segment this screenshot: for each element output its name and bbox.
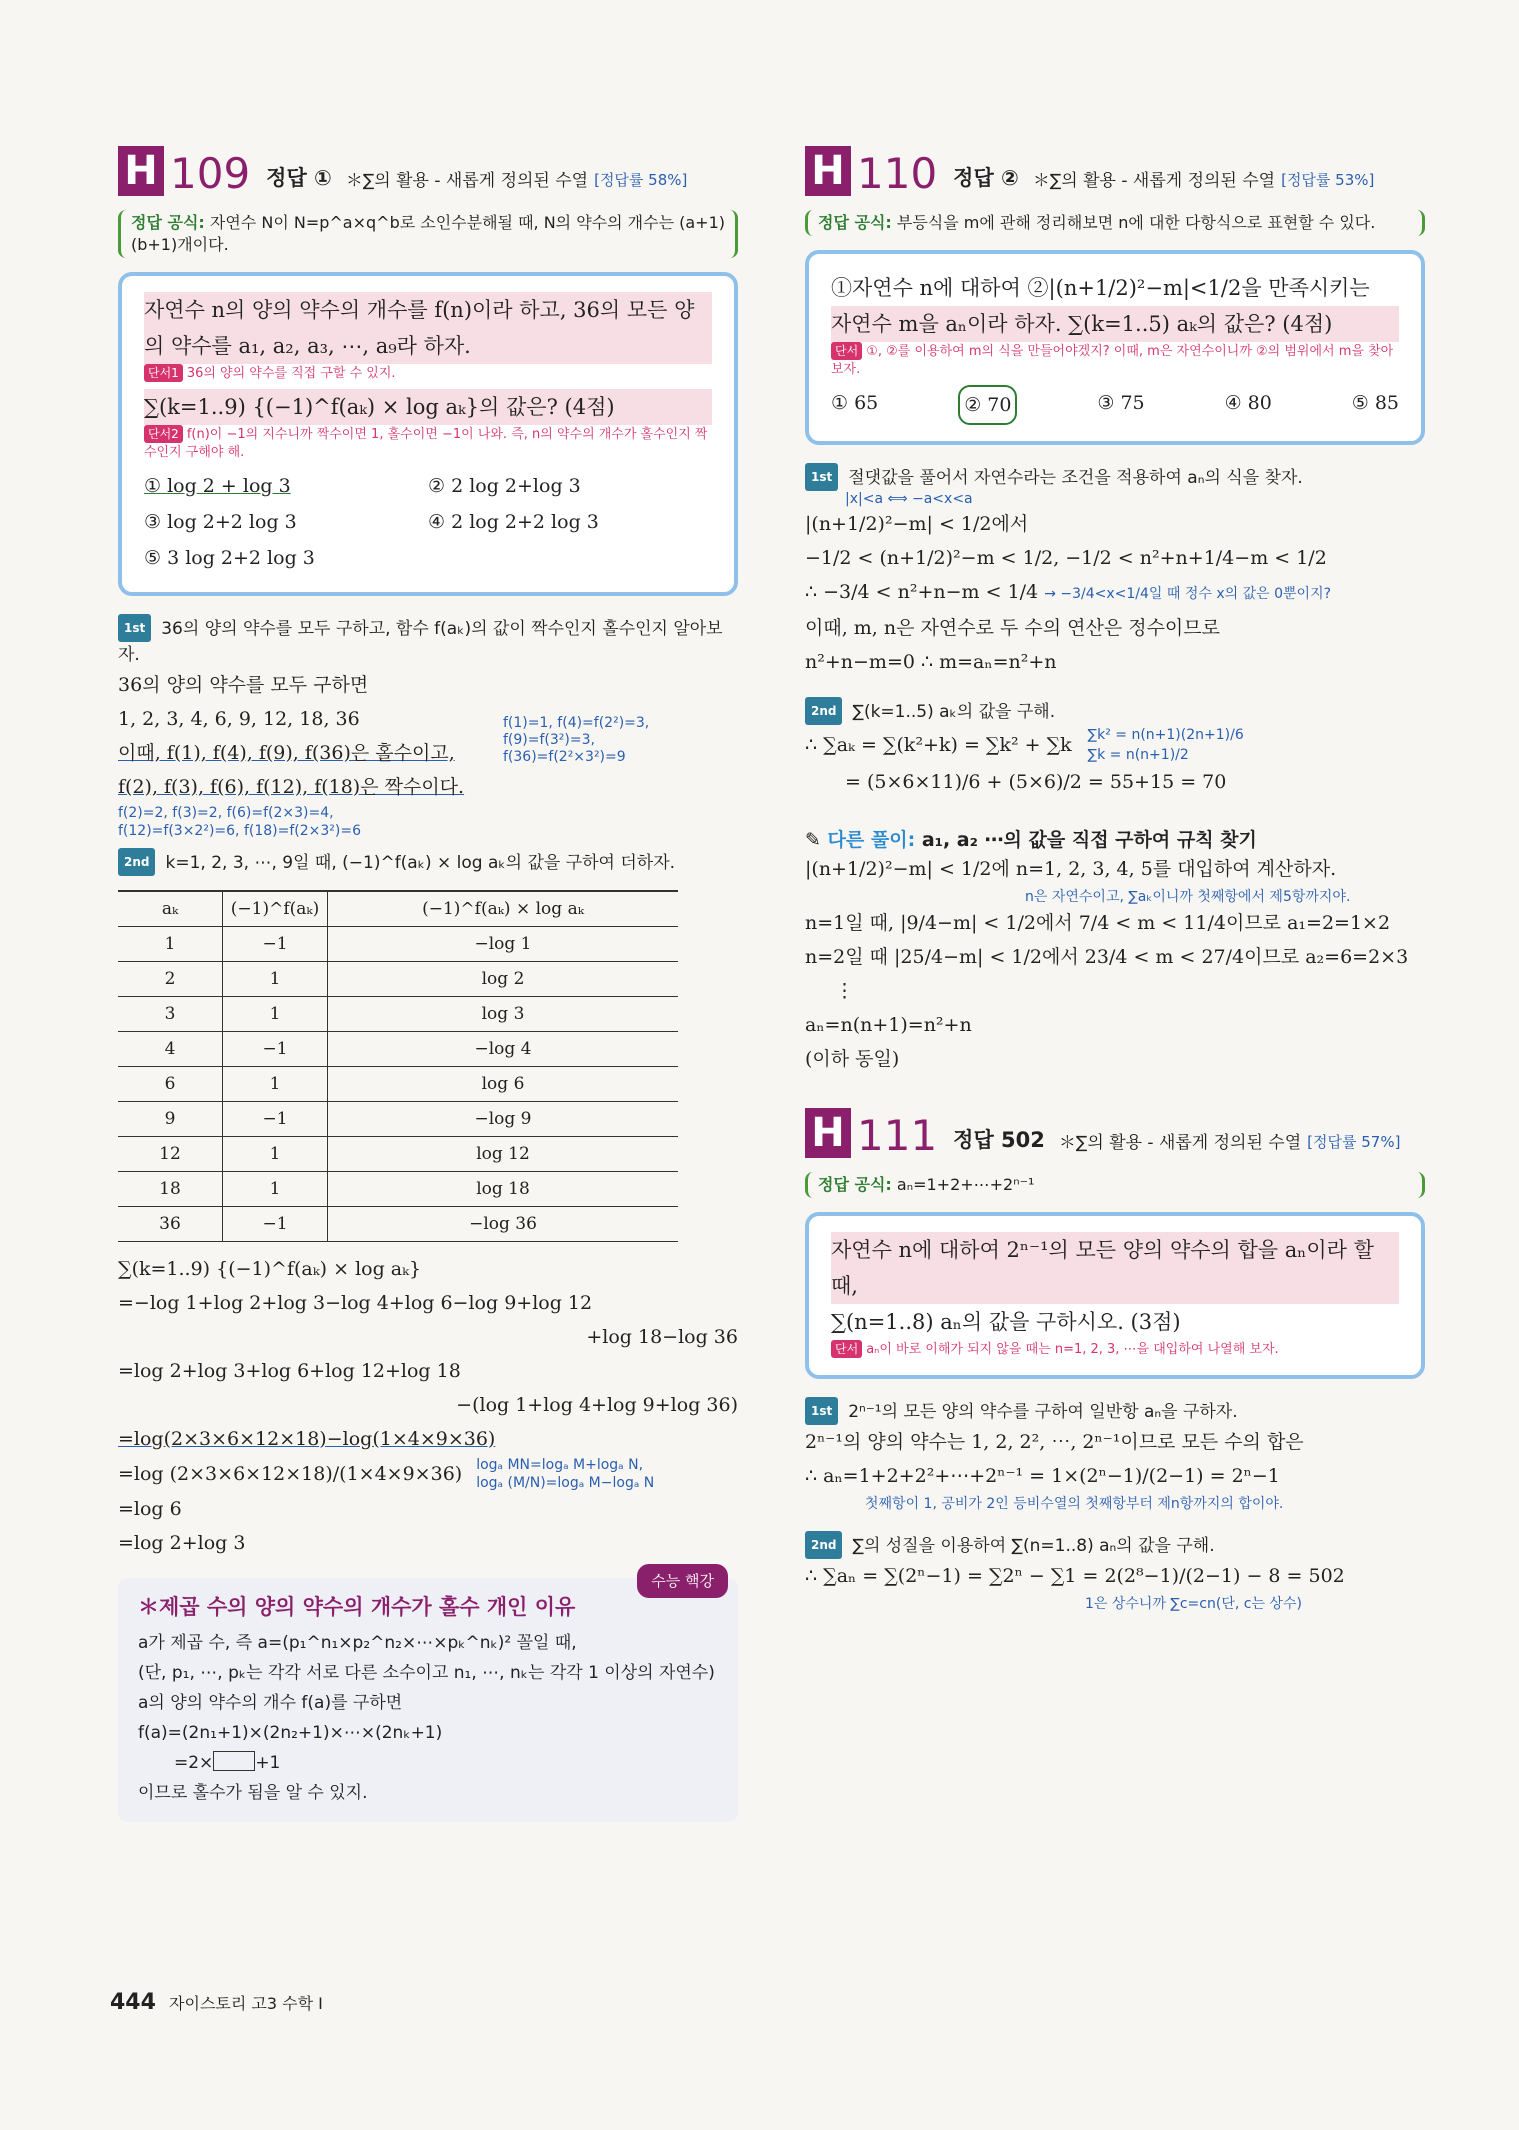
problem-header (805, 140, 1425, 196)
step-2: 2nd k=1, 2, 3, ⋯, 9일 때, (−1)^f(aₖ) × log aₖ의 값을 구하여 더하자. (118, 848, 738, 876)
tip-line: a의 양의 약수의 개수 f(a)를 구하면 (138, 1693, 403, 1713)
hint: 단서 aₙ이 바로 이해가 되지 않을 때는 n=1, 2, 3, ⋯을 대입하여 나열해 보자. (831, 1340, 1399, 1359)
choice-2: ② 70 (958, 385, 1017, 425)
topic: ＊∑의 활용 - 새롭게 정의된 수열 (345, 171, 589, 191)
choice-4: ④ 2 log 2+2 log 3 (428, 511, 599, 533)
tip-line: f(a)=(2n₁+1)×(2n₂+1)×⋯×(2nₖ+1) (138, 1723, 443, 1743)
calc-line: =log 6 (118, 1498, 182, 1520)
choice-5: ⑤ 3 log 2+2 log 3 (144, 547, 315, 569)
problem-header (118, 140, 738, 196)
alt-line: |(n+1/2)²−m| < 1/2에 n=1, 2, 3, 4, 5를 대입하여 계산하자. (805, 858, 1337, 880)
tip-line: a가 제곱 수, 즉 a=(p₁^n₁×p₂^n₂×⋯×pₖ^nₖ)² 꼴일 때, (138, 1633, 577, 1653)
topic: ＊∑의 활용 - 새롭게 정의된 수열 (1058, 1133, 1302, 1153)
solution-line: 36의 양의 약수를 모두 구하면 (118, 674, 369, 696)
table-row: 6 1 log 6 (118, 1067, 678, 1102)
step-1: 1st 36의 양의 약수를 모두 구하고, 함수 f(aₖ)의 값이 짝수인지 홀수인지 알아보자. (118, 614, 738, 668)
solution-line: ∴ −3/4 < n²+n−m < 1/4 → −3/4<x<1/4일 때 정수 x의 값은 0뿐이지? (805, 581, 1332, 603)
answer-formula: 정답 공식: 부등식을 m에 관해 정리해보면 n에 대한 다항식으로 표현할 수 있다. (805, 210, 1425, 236)
alt-icon: ✎ (805, 829, 828, 851)
hint: 단서 ①, ②를 이용하여 m의 식을 만들어야겠지? 이때, m은 자연수이니까 ②의 범위에서 m을 찾아보자. (831, 344, 1394, 377)
tip-box (118, 1572, 738, 1822)
table-row: 1 −1 −log 1 (118, 927, 678, 962)
question-text-2: ∑(k=1..9) {(−1)^f(aₖ) × log aₖ}의 값은? (4점) (144, 389, 712, 425)
choice-2: ② 2 log 2+log 3 (428, 475, 581, 497)
question-box (805, 250, 1425, 445)
value-table (118, 890, 678, 1242)
tip-line: (단, p₁, ⋯, pₖ는 각각 서로 다른 소수이고 n₁, ⋯, nₖ는 각각 1 이상의 자연수) (138, 1663, 715, 1683)
table-row: 12 1 log 12 (118, 1137, 678, 1172)
problem-111 (805, 1102, 1425, 1613)
question-text-2: 자연수 m을 aₙ이라 하자. ∑(k=1..5) aₖ의 값은? (4점) (831, 306, 1399, 342)
calc-line: =log 2+log 3 (118, 1532, 246, 1554)
table-header: (−1)^f(aₖ) × log aₖ (328, 891, 679, 927)
tip-line: =2× +1 (174, 1753, 281, 1773)
solution-line: ∴ ∑aₙ = ∑(2ⁿ−1) = ∑2ⁿ − ∑1 = 2(2⁸−1)/(2−1) − 8 = 502 (805, 1565, 1345, 1587)
step-1: 1st 2ⁿ⁻¹의 모든 양의 약수를 구하여 일반항 aₙ을 구하자. (805, 1397, 1425, 1425)
answer-label: 정답 ① (266, 166, 332, 190)
solution-line: 2ⁿ⁻¹의 양의 약수는 1, 2, 2², ⋯, 2ⁿ⁻¹이므로 모든 수의 합은 (805, 1431, 1304, 1453)
sum-row (805, 725, 1425, 765)
topic: ＊∑의 활용 - 새롭게 정의된 수열 (1032, 171, 1276, 191)
log-rule-note: logₐ MN=logₐ M+logₐ N, logₐ (M/N)=logₐ M−logₐ N (476, 1457, 655, 1491)
tip-line: 이므로 홀수가 됨을 알 수 있지. (138, 1783, 368, 1803)
tip-badge: 수능 핵강 (637, 1564, 728, 1598)
choice-5: ⑤ 85 (1351, 392, 1399, 414)
table-row: 9 −1 −log 9 (118, 1102, 678, 1137)
choice-3: ③ log 2+2 log 3 (144, 511, 297, 533)
question-text-2: ∑(n=1..8) aₙ의 값을 구하시오. (3점) (831, 1310, 1181, 1334)
solution-line: −1/2 < (n+1/2)²−m < 1/2, −1/2 < n²+n+1/4−m < 1/2 (805, 547, 1327, 569)
table-row: 2 1 log 2 (118, 962, 678, 997)
choice-1: ① log 2 + log 3 (144, 475, 291, 497)
alt-line: n=2일 때 |25/4−m| < 1/2에서 23/4 < m < 27/4이므로 a₂=6=2×3 (805, 946, 1409, 968)
alt-solution-title: ✎ 다른 풀이: a₁, a₂ ⋯의 값을 직접 구하여 규칙 찾기 (805, 829, 1257, 851)
choice-1: ① 65 (831, 392, 879, 414)
solution-line: ∴ ∑aₖ = ∑(k²+k) = ∑k² + ∑k (805, 734, 1072, 756)
calc-line: =log (2×3×6×12×18)/(1×4×9×36) (118, 1463, 463, 1485)
calc-line: ∑(k=1..9) {(−1)^f(aₖ) × log aₖ} (118, 1258, 422, 1280)
problem-number: 110 (857, 149, 938, 198)
answer-label: 정답 502 (953, 1128, 1045, 1152)
solution-line: 1, 2, 3, 4, 6, 9, 12, 18, 36 (118, 708, 360, 730)
alt-line: n=1일 때, |9/4−m| < 1/2에서 7/4 < m < 11/4이므로 a₁=2=1×2 (805, 912, 1391, 934)
step-1: 1st 절댓값을 풀어서 자연수라는 조건을 적용하여 aₙ의 식을 찾자. (805, 463, 1425, 491)
sum-formula-note: ∑k² = n(n+1)(2n+1)/6 ∑k = n(n+1)/2 (1087, 727, 1244, 763)
calc-line: =−log 1+log 2+log 3−log 4+log 6−log 9+log 12 (118, 1292, 593, 1314)
solution-line: 이때, m, n은 자연수로 두 수의 연산은 정수이므로 (805, 617, 1220, 639)
table-header: aₖ (118, 891, 223, 927)
problem-number: 109 (170, 149, 251, 198)
solution-line: 이때, f(1), f(4), f(9), f(36)은 홀수이고, (118, 742, 455, 764)
calc-line: +log 18−log 36 (586, 1326, 738, 1348)
page-number: 444 (110, 1990, 156, 2015)
problem-letter: H (805, 1108, 851, 1158)
table-row: 4 −1 −log 4 (118, 1032, 678, 1067)
page-footer (110, 1990, 323, 2015)
problem-110 (805, 140, 1425, 1613)
blank-box (213, 1751, 255, 1771)
question-box (118, 272, 738, 596)
hint-1: 단서1 36의 양의 약수를 직접 구할 수 있지. (144, 364, 712, 383)
problem-header (805, 1102, 1425, 1158)
question-text: ①자연수 n에 대하여 ②|(n+1/2)²−m|<1/2을 만족시키는 (831, 276, 1370, 300)
correct-rate: [정답률 57%] (1307, 1133, 1401, 1151)
solution-line: f(2), f(3), f(6), f(12), f(18)은 짝수이다. (118, 776, 465, 798)
question-text: 자연수 n에 대하여 2ⁿ⁻¹의 모든 양의 약수의 합을 aₙ이라 할 때, (831, 1232, 1399, 1304)
answer-label: 정답 ② (953, 166, 1019, 190)
correct-rate: [정답률 53%] (1281, 171, 1375, 189)
table-row: 18 1 log 18 (118, 1172, 678, 1207)
abs-note: |x|<a ⟺ −a<x<a (845, 491, 973, 507)
correct-rate: [정답률 58%] (594, 171, 688, 189)
side-note-2: f(2)=2, f(3)=2, f(6)=f(2×3)=4, f(12)=f(3×2²)=6, f(18)=f(2×3²)=6 (118, 805, 361, 839)
problem-letter: H (118, 146, 164, 196)
alt-line: aₙ=n(n+1)=n²+n (805, 1014, 972, 1036)
problem-109 (118, 140, 738, 1822)
problem-letter: H (805, 146, 851, 196)
table-row: 3 1 log 3 (118, 997, 678, 1032)
choice-4: ④ 80 (1224, 392, 1272, 414)
answer-formula: 정답 공식: aₙ=1+2+⋯+2ⁿ⁻¹ (805, 1172, 1425, 1198)
constant-note: 1은 상수니까 ∑c=cn(단, c는 상수) (1085, 1596, 1302, 1612)
calc-line: −(log 1+log 4+log 9+log 36) (456, 1394, 738, 1416)
calc-line: =log 2+log 3+log 6+log 12+log 18 (118, 1360, 461, 1382)
side-note: f(1)=1, f(4)=f(2²)=3, f(9)=f(3²)=3, f(36)=f(2²×3²)=9 (503, 715, 650, 765)
choice-3: ③ 75 (1097, 392, 1145, 414)
tip-title: ＊제곱 수의 양의 약수의 개수가 홀수 개인 이유 (138, 1595, 576, 1619)
question-box (805, 1212, 1425, 1379)
hint-2: 단서2 f(n)이 −1의 지수니까 짝수이면 1, 홀수이면 −1이 나와. 즉, n의 약수의 개수가 홀수인지 짝수인지 구해야 해. (144, 427, 708, 460)
step-2: 2nd ∑(k=1..5) aₖ의 값을 구해. (805, 697, 1425, 725)
book-title: 자이스토리 고3 수학 Ⅰ (169, 1994, 323, 2013)
alt-line: ⋮ (835, 980, 854, 1002)
solution-line: = (5×6×11)/6 + (5×6)/2 = 55+15 = 70 (845, 771, 1227, 793)
alt-note: n은 자연수이고, ∑aₖ이니까 첫째항에서 제5항까지야. (1025, 889, 1351, 905)
answer-formula: 정답 공식: 자연수 N이 N=p^a×q^b로 소인수분해될 때, N의 약수의 개수는 (a+1)(b+1)개이다. (118, 210, 738, 258)
solution-line: ∴ aₙ=1+2+2²+⋯+2ⁿ⁻¹ = 1×(2ⁿ−1)/(2−1) = 2ⁿ−1 (805, 1465, 1280, 1487)
table-header: (−1)^f(aₖ) (223, 891, 328, 927)
choices (831, 385, 1399, 425)
solution-line: |(n+1/2)²−m| < 1/2에서 (805, 513, 1029, 535)
solution-line: n²+n−m=0 ∴ m=aₙ=n²+n (805, 651, 1057, 673)
question-text: 자연수 n의 양의 약수의 개수를 f(n)이라 하고, 36의 모든 양의 약수를 a₁, a₂, a₃, ⋯, a₉라 하자. (144, 292, 712, 364)
series-note: 첫째항이 1, 공비가 2인 등비수열의 첫째항부터 제n항까지의 합이야. (865, 1496, 1284, 1512)
calc-line: =log(2×3×6×12×18)−log(1×4×9×36) (118, 1428, 496, 1450)
table-row: 36 −1 −log 36 (118, 1207, 678, 1242)
alt-line: (이하 동일) (805, 1048, 900, 1070)
choices (144, 468, 712, 576)
calc-row (118, 1456, 738, 1492)
problem-number: 111 (857, 1111, 938, 1160)
step-2: 2nd ∑의 성질을 이용하여 ∑(n=1..8) aₙ의 값을 구해. (805, 1531, 1425, 1559)
